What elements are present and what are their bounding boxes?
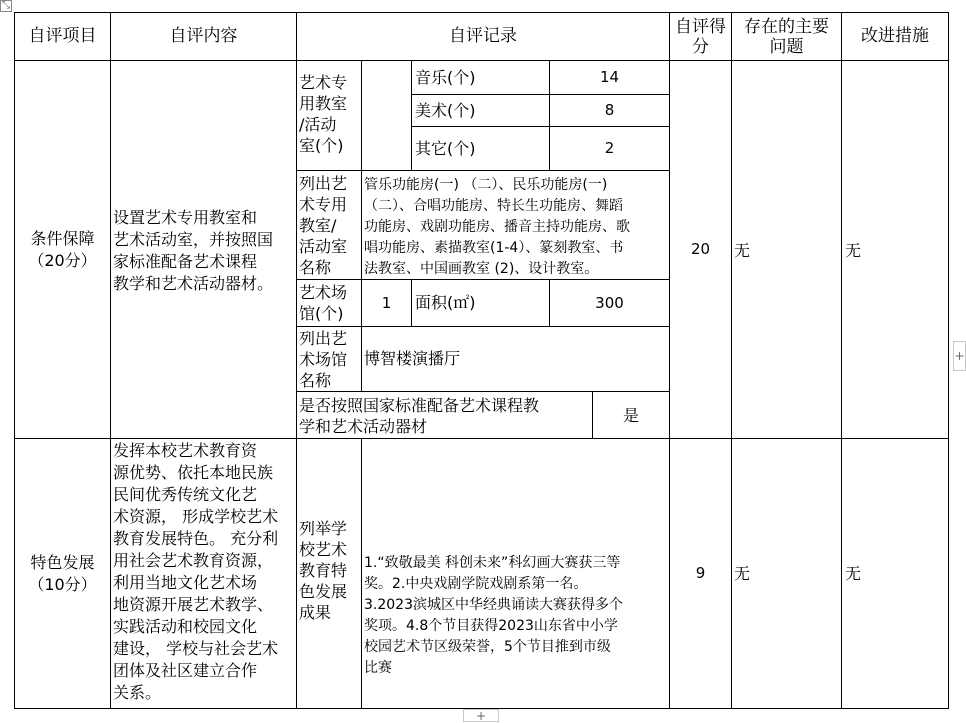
music-label: 音乐(个): [415, 68, 476, 87]
add-row-plus-icon[interactable]: +: [953, 341, 966, 371]
other-value: 2: [604, 139, 615, 157]
standard-question: 是否按照国家标准配备艺术课程教 学和艺术活动器材: [299, 396, 540, 436]
row1-item: 条件保障 （20分）: [28, 228, 97, 270]
header-record: 自评记录: [449, 26, 517, 46]
venue-list-value: 博智楼演播厅: [364, 349, 461, 368]
table-line: [361, 170, 362, 279]
row2-measures: 无: [845, 564, 862, 583]
table-line: [14, 438, 948, 439]
table-line: [14, 60, 948, 61]
row1-content: 设置艺术专用教室和 艺术活动室，并按照国 家标准配备艺术课程 教学和艺术活动器材。: [113, 208, 274, 293]
table-line: [731, 12, 732, 709]
table-line: [411, 60, 412, 170]
feature-achievements: 1.“致敬最美 科创未来”科幻画大赛获三等 奖。2.中央戏剧学院戏剧系第一名。 3.2023滨城区中华经典诵读大赛获得多个 奖项。4.8个节目获得2023山东省中小学 校园艺术节区级荣誉，5个节目推到市级 比赛: [364, 555, 623, 676]
add-column-plus-icon[interactable]: +: [463, 709, 499, 722]
table-line: [411, 279, 412, 326]
row2-score: 9: [695, 564, 706, 582]
art-label: 美术(个): [415, 101, 476, 120]
row2-content: 发挥本校艺术教育资 源优势、依托本地民族 民间优秀传统文化艺 术资源， 形成学校艺术 教育发展特色。 充分利 用社会艺术教育资源， 利用当地文化艺术场 地资源开展艺术教学、 实践活动和校园文化 建设， 学校与社会艺术 团体及社区建立合作 关系。: [113, 441, 279, 702]
music-value: 14: [599, 68, 620, 86]
venue-list-label: 列出艺 术场馆 名称: [299, 329, 348, 390]
header-problem: 存在的主要 问题: [744, 16, 829, 57]
table-line: [361, 438, 362, 708]
art-value: 8: [604, 101, 615, 119]
table-line: [110, 12, 111, 709]
row2-problem: 无: [734, 564, 751, 583]
rooms-list-label: 列出艺 术专用 教室/ 活动室 名称: [299, 174, 348, 277]
rooms-list: 管乐功能房(一) （二）、民乐功能房(一) （二）、合唱功能房、特长生功能房、舞蹈 功能房、戏剧功能房、播音主持功能房、歌 唱功能房、素描教室(1-4）、篆刻教室、书 法教室、中国画教室 (2)、设计教室。: [364, 177, 630, 277]
rooms-label: 艺术专 用教室 /活动 室(个): [299, 73, 348, 155]
row2-item: 特色发展 （10分）: [28, 552, 97, 594]
header-measures: 改进措施: [861, 26, 929, 46]
table-line: [948, 12, 949, 709]
header-item: 自评项目: [28, 26, 97, 46]
venue-label: 艺术场 馆(个): [299, 283, 348, 323]
header-score: 自评得 分: [675, 16, 726, 57]
row1-score: 20: [690, 240, 711, 258]
table-line: [361, 326, 362, 391]
table-move-handle-icon[interactable]: ⤡: [2, 0, 10, 11]
header-content: 自评内容: [169, 26, 238, 46]
area-label: 面积(㎡): [415, 293, 476, 312]
table-line: [296, 326, 669, 327]
area-value: 300: [595, 293, 624, 312]
standard-value: 是: [622, 405, 639, 425]
feature-label: 列举学 校艺术 教育特 色发展 成果: [299, 519, 348, 622]
table-line: [296, 170, 669, 171]
other-label: 其它(个): [415, 139, 476, 158]
table-line: [296, 12, 297, 709]
table-line: [361, 60, 362, 170]
row1-measures: 无: [845, 241, 862, 260]
venue-count: 1: [381, 293, 392, 312]
table-line: [841, 12, 842, 709]
row1-problem: 无: [734, 241, 751, 260]
